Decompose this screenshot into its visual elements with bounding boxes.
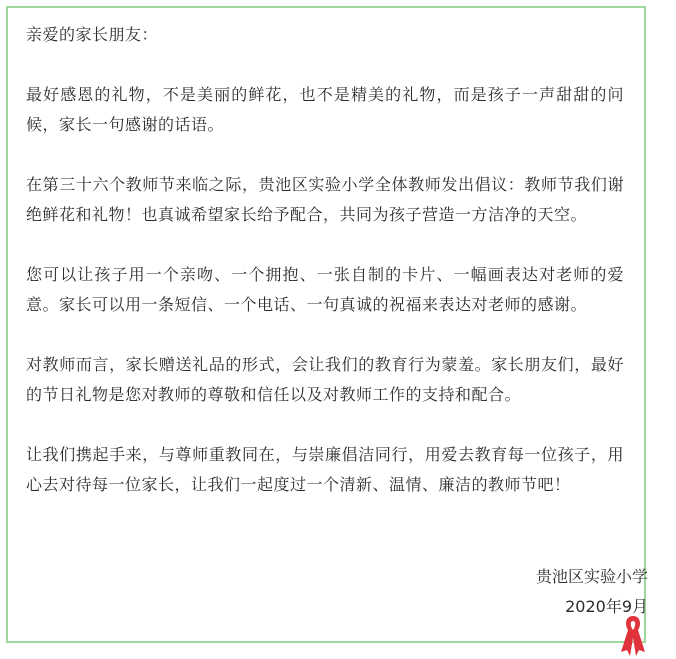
letter-paragraph-5: 让我们携起手来，与尊师重教同在，与崇廉倡洁同行，用爱去教育每一位孩子，用心去对待每一位家长，让我们一起度过一个清新、温情、廉洁的教师节吧！ xyxy=(26,445,624,494)
letter-paragraph-3: 您可以让孩子用一个亲吻、一个拥抱、一张自制的卡片、一幅画表达对老师的爱意。家长可以用一条短信、一个电话、一句真诚的祝福来表达对老师的感谢。 xyxy=(26,265,624,314)
letter-greeting: 亲爱的家长朋友： xyxy=(26,25,159,44)
signature-date: 2020年9月 xyxy=(565,597,648,616)
letter-paragraph-1: 最好感恩的礼物，不是美丽的鲜花，也不是精美的礼物，而是孩子一声甜甜的问候，家长一句感谢的话语。 xyxy=(26,85,624,134)
letter-paragraph-4: 对教师而言，家长赠送礼品的形式，会让我们的教育行为蒙羞。家长朋友们，最好的节日礼物是您对教师的尊敬和信任以及对教师工作的支持和配合。 xyxy=(26,355,624,404)
letter-paragraph-2: 在第三十六个教师节来临之际，贵池区实验小学全体教师发出倡议：教师节我们谢绝鲜花和礼物！也真诚希望家长给予配合，共同为孩子营造一方洁净的天空。 xyxy=(26,175,624,224)
letter-body xyxy=(26,20,624,530)
ribbon-icon xyxy=(618,614,648,658)
signature-school: 贵池区实验小学 xyxy=(535,567,648,586)
letter-signature xyxy=(536,562,648,622)
